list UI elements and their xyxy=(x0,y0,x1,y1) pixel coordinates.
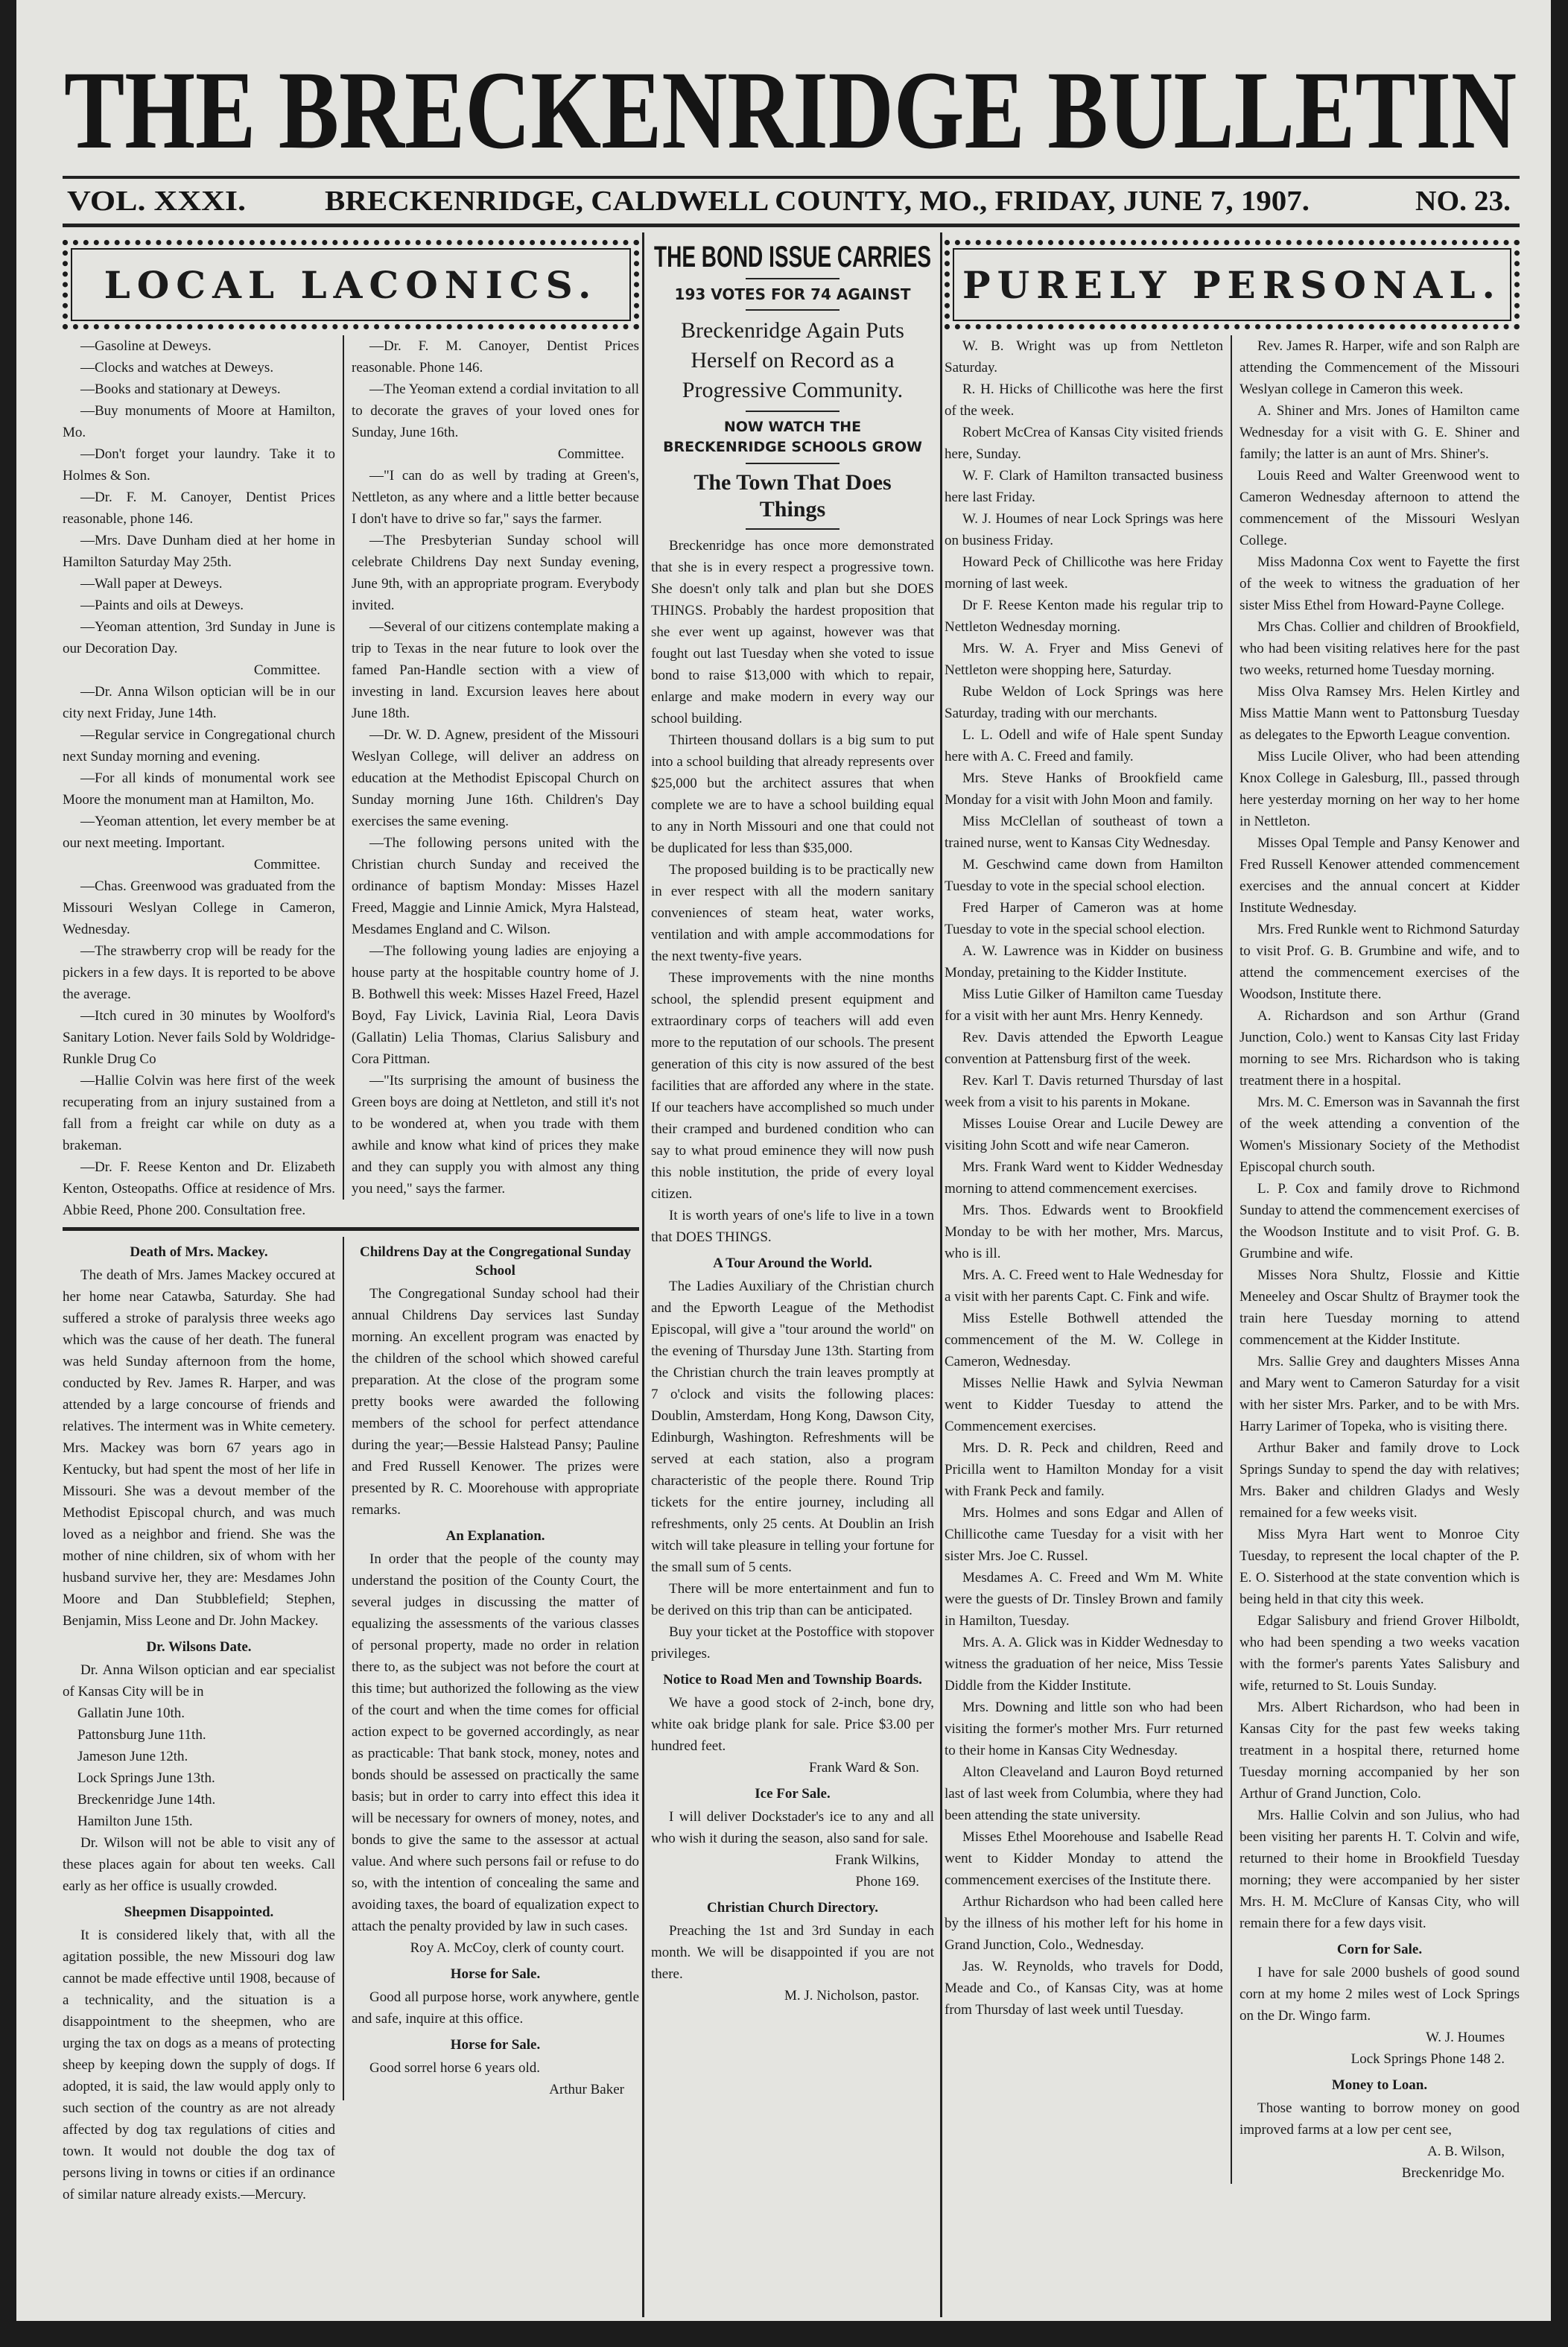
news-item: —Buy monuments of Moore at Hamilton, Mo. xyxy=(63,403,335,440)
news-item: —Wall paper at Deweys. xyxy=(80,576,223,592)
article-heading: Christian Church Directory. xyxy=(707,1900,878,1916)
news-item: —The Yeoman extend a cordial invitation to all to decorate the graves of your loved ones for Sunday, June 16th. xyxy=(352,381,639,440)
local-column-right xyxy=(343,335,639,1200)
schedule-line: Gallatin June 10th. xyxy=(77,1705,185,1721)
section-rule xyxy=(63,1227,639,1231)
news-item: Mrs. Frank Ward went to Kidder Wednesday morning to attend commencement exercises. xyxy=(945,1159,1223,1197)
news-item: —Dr. F. M. Canoyer, Dentist Prices reasonable, phone 146. xyxy=(63,490,335,527)
news-item: Miss Madonna Cox went to Fayette the first of the week to witness the graduation of her sister Miss Ethel from Howard-Payne College. xyxy=(1240,554,1520,613)
news-item: W. J. Houmes of near Lock Springs was here on business Friday. xyxy=(945,511,1223,548)
news-item: L. L. Odell and wife of Hale spent Sunday here with A. C. Freed and family. xyxy=(945,727,1223,764)
news-item: Rev. Davis attended the Epworth League convention at Pattensburg first of the week. xyxy=(945,1030,1223,1067)
headline-schools: NOW WATCH THE BRECKENRIDGE SCHOOLS GROW xyxy=(663,419,922,455)
news-item: —Yeoman attention, 3rd Sunday in June is our Decoration Day. xyxy=(63,619,335,656)
signature: Lock Springs Phone 148 2. xyxy=(1350,2051,1505,2067)
news-item: Jas. W. Reynolds, who travels for Dodd, Meade and Co., of Kansas City, was at home from Thursday of last week until Tuesday. xyxy=(945,1959,1223,2018)
section-title: PURELY PERSONAL. xyxy=(962,262,1502,307)
news-item: Mesdames A. C. Freed and Wm M. White were the guests of Dr. Tinsley Brown and family in Hamilton, Tuesday. xyxy=(945,1570,1223,1629)
news-item: Thirteen thousand dollars is a big sum to put into a school building that already represents over $25,000 but the architect assures that when complete we are to have a school building equal to any in North Missouri and one that could not be duplicated for less than $35,000. xyxy=(651,732,934,856)
news-item: Mrs. A. C. Freed went to Hale Wednesday for a visit with her parents Capt. C. Fink and wife. xyxy=(945,1267,1223,1305)
news-item: —For all kinds of monumental work see Moore the monument man at Hamilton, Mo. xyxy=(63,770,335,808)
news-item: —The Presbyterian Sunday school will celebrate Childrens Day next Sunday evening, June 9th, with an appropriate program. Everybody invited. xyxy=(352,533,639,613)
news-item: Misses Nellie Hawk and Sylvia Newman went to Kidder Tuesday to attend the Commencement exercises. xyxy=(945,1375,1223,1434)
news-item: Mrs. W. A. Fryer and Miss Genevi of Nettleton were shopping here, Saturday. xyxy=(945,641,1223,678)
news-item: L. P. Cox and family drove to Richmond Sunday to attend the commencement exercises of the Woodson Institute and to visit Prof. G. B. Grumbine and wife. xyxy=(1240,1181,1520,1261)
signature: Committee. xyxy=(253,662,320,678)
volume-number: VOL. XXXI. xyxy=(67,186,246,217)
news-item: —Several of our citizens contemplate making a trip to Texas in the near future to look over the famed Pan-Handle section with a view of investing in land. Excursion leaves here about June 18th. xyxy=(352,619,639,721)
column-rule xyxy=(940,232,942,2317)
news-item: —Chas. Greenwood was graduated from the Missouri Weslyan College in Cameron, Wednesday. xyxy=(63,878,335,937)
news-item: A. W. Lawrence was in Kidder on business Monday, pretaining to the Kidder Institute. xyxy=(945,943,1223,981)
news-item: It is worth years of one's life to live in a town that DOES THINGS. xyxy=(651,1208,934,1245)
news-item: —Don't forget your laundry. Take it to Holmes & Son. xyxy=(63,446,335,484)
news-item: Dr. Anna Wilson optician and ear specialist of Kansas City will be in xyxy=(63,1662,335,1700)
news-item: —Dr. Anna Wilson optician will be in our city next Friday, June 14th. xyxy=(63,684,335,721)
news-item: Good all purpose horse, work anywhere, gentle and safe, inquire at this office. xyxy=(352,1989,639,2027)
news-item: Buy your ticket at the Postoffice with stopover privileges. xyxy=(651,1624,934,1662)
news-item: Rube Weldon of Lock Springs was here Saturday, trading with our merchants. xyxy=(945,684,1223,721)
news-item: Mrs. A. A. Glick was in Kidder Wednesday to witness the graduation of her neice, Miss Tessie Diddle from the Kidder Institute. xyxy=(945,1635,1223,1694)
news-item: —Books and stationary at Deweys. xyxy=(80,381,281,397)
news-item: Mrs. Holmes and sons Edgar and Allen of Chillicothe came Tuesday for a visit with her sister Mrs. Joe C. Russel. xyxy=(945,1505,1223,1564)
dateline: BRECKENRIDGE, CALDWELL COUNTY, MO., FRIDAY, JUNE 7, 1907. xyxy=(325,186,1310,217)
news-item: M. Geschwind came down from Hamilton Tuesday to vote in the special school election. xyxy=(945,857,1223,894)
news-item: W. B. Wright was up from Nettleton Saturday. xyxy=(945,338,1223,376)
news-item: Edgar Salisbury and friend Grover Hilboldt, who had been spending a two weeks vacation with the former's parents Yates Salisbury and wife, returned to St. Louis Sunday. xyxy=(1240,1613,1520,1694)
news-item: Miss Estelle Bothwell attended the commencement of the M. W. College in Cameron, Wednesday. xyxy=(945,1311,1223,1369)
news-item: Breckenridge has once more demonstrated that she is in every respect a progressive town. She doesn't only talk and plan but she DOES THINGS. Probably the hardest proposition that she ever went up against, however was that fought out last Tuesday when she voted to issue bond to raise $13,000 with which to repair, enlarge and make modern in every way our school building. xyxy=(651,538,934,726)
purely-personal-header xyxy=(945,240,1520,329)
column-rule xyxy=(642,232,644,2317)
news-item: —The following young ladies are enjoying a house party at the hospitable country home of J. B. Bothwell this week: Misses Hazel Freed, Hazel Boyd, Fay Livick, Lavinia Rial, Leora Davis (Gallatin) Lelia Thomas, Clarius Salisbury and Cora Pittman. xyxy=(352,943,639,1067)
news-item: In order that the people of the county may understand the position of the County Court, the several judges in discussing the matter of equalizing the assessments of the various classes of personal property, made no order in relation there to, as the subject was not before the court at this time; but authorized the following as the view of the court and when the time comes for official action expect to be governed accordingly, as near as practicable: That bank stock, money, notes and bonds should be assessed on practically the same basis; but in order to carry into effect this idea it will be necessary for owners of money, notes, and bonds to give the same to the assessor at actual value. And where such persons fail or refuse to do so, with the intention of concealing the same and avoiding taxes, the board of equalization expect to attach the penalty provided by law in such cases. xyxy=(352,1551,639,1934)
masthead xyxy=(0,0,1568,238)
news-item: Mrs. Fred Runkle went to Richmond Saturday to visit Prof. G. B. Grumbine and wife, and to attend the commencement exercises of the Woodson, Institute there. xyxy=(1240,922,1520,1002)
schedule-line: Pattonsburg June 11th. xyxy=(77,1727,206,1743)
news-item: Arthur Richardson who had been called here by the illness of his mother left for his home in Grand Junction, Colo., Wednesday. xyxy=(945,1894,1223,1953)
news-item: Mrs. Thos. Edwards went to Brookfield Monday to be with her mother, Mrs. Marcus, who is ill. xyxy=(945,1203,1223,1261)
signature: Frank Ward & Son. xyxy=(808,1760,919,1776)
news-item: The Ladies Auxiliary of the Christian church and the Epworth League of the Methodist Episcopal, will give a "tour around the world" on the evening of Thursday June 13th. Starting from the Christian church the train leaves promptly at 7 o'clock and visits the following places: Doublin, Amsterdam, Hong Kong, Dawson City, Edinburgh, Washington. Refreshments will be served at each station, also a program characteristic of the people there. Round Trip tickets for the entire journey, including all refreshments, only 25 cents. At Doublin an Irish witch will take pleasure in telling your fortune for the small sum of 5 cents. xyxy=(651,1279,934,1575)
signature: M. J. Nicholson, pastor. xyxy=(784,1988,919,2004)
news-item: R. H. Hicks of Chillicothe was here the first of the week. xyxy=(945,381,1223,419)
news-item: Miss Myra Hart went to Monroe City Tuesday, to represent the local chapter of the P. E. O. Sisterhood at the state convention which is being held in that city this week. xyxy=(1240,1527,1520,1607)
headline-votes: 193 VOTES FOR 74 AGAINST xyxy=(674,285,911,303)
signature: A. B. Wilson, xyxy=(1427,2144,1505,2159)
divider xyxy=(746,411,839,412)
headline-town: The Town That Does Things xyxy=(693,470,892,522)
news-item: Mrs Chas. Collier and children of Brookfield, who had been visiting relatives here for the past two weeks, returned home Tuesday morning. xyxy=(1240,619,1520,678)
news-item: There will be more entertainment and fun to be derived on this trip than can be anticipated. xyxy=(651,1581,934,1618)
news-item: I have for sale 2000 bushels of good sound corn at my home 2 miles west of Lock Springs on the Dr. Wingo farm. xyxy=(1240,1965,1520,2024)
article-heading: An Explanation. xyxy=(445,1528,545,1544)
news-item: Misses Opal Temple and Pansy Kenower and Fred Russell Kenower attended commencement exercises and the annual concert at Kidder Institute Wednesday. xyxy=(1240,835,1520,916)
news-item: I will deliver Dockstader's ice to any and all who wish it during the season, also sand for sale. xyxy=(651,1809,934,1846)
news-item: Rev. James R. Harper, wife and son Ralph are attending the Commencement of the Missouri Weslyan college in Cameron this week. xyxy=(1240,338,1520,397)
news-item: The Congregational Sunday school had their annual Childrens Day services last Sunday morning. An excellent program was enacted by the children of the school which showed careful preparation. At the close of the program some pretty books were awarded the following members of the school for perfect attendance during the year;—Bessie Halstead Pansy; Pauline and Fred Russell Kenower. The prizes were presented by R. C. Moorehouse with appropriate remarks. xyxy=(352,1286,639,1518)
news-item: Rev. Karl T. Davis returned Thursday of last week from a visit to his parents in Mokane. xyxy=(945,1073,1223,1110)
left-block xyxy=(63,240,639,2205)
news-item: Mrs. Downing and little son who had been visiting the former's mother Mrs. Furr returned to their home in Kansas City Wednesday. xyxy=(945,1700,1223,1758)
signature: Committee. xyxy=(557,446,624,462)
signature: Arthur Baker xyxy=(549,2082,624,2097)
news-item: —"I can do as well by trading at Green's, Nettleton, as any where and a little better because I don't have to drive so far," says the farmer. xyxy=(352,468,639,527)
masthead-rule-top xyxy=(63,176,1520,179)
local-column-left xyxy=(63,335,343,1221)
news-item: Mrs. M. C. Emerson was in Savannah the first of the week attending a convention of the Women's Missionary Society of the Methodist Episcopal church south. xyxy=(1240,1095,1520,1175)
article-heading: Notice to Road Men and Township Boards. xyxy=(663,1672,922,1688)
news-item: —Regular service in Congregational church next Sunday morning and evening. xyxy=(63,727,335,764)
news-item: Preaching the 1st and 3rd Sunday in each month. We will be disappointed if you are not there. xyxy=(651,1923,934,1982)
news-item: The death of Mrs. James Mackey occured at her home near Catawba, Saturday. She had suffered a stroke of paralysis three weeks ago which was the cause of her death. The funeral was held Sunday afternoon from the home, conducted by Rev. James R. Harper, and was attended by a large concourse of friends and relatives. The interment was in White cemetery. Mrs. Mackey was born 67 years ago in Kentucky, but had spent the most of her life in Missouri. She was a devout member of the Methodist Episcopal church, and was much loved as a neighbor and friend. She was the mother of nine children, six of whom with her husband survive her, they are: Mesdames John Moore and Dan Stubblefield; Stephen, Benjamin, Miss Leone and Dr. John Mackey. xyxy=(63,1267,335,1629)
news-item: Fred Harper of Cameron was at home Tuesday to vote in the special school election. xyxy=(945,900,1223,937)
article-heading: Ice For Sale. xyxy=(755,1786,831,1802)
center-column xyxy=(648,535,937,2006)
schedule-line: Jameson June 12th. xyxy=(77,1749,188,1764)
signature: Phone 169. xyxy=(855,1874,919,1890)
news-item: Howard Peck of Chillicothe was here Friday morning of last week. xyxy=(945,554,1223,592)
local-laconics-header xyxy=(63,240,639,329)
news-item: Dr F. Reese Kenton made his regular trip to Nettleton Wednesday morning. xyxy=(945,598,1223,635)
news-item: Louis Reed and Walter Greenwood went to Cameron Wednesday afternoon to attend the commencement of the Missouri Weslyan College. xyxy=(1240,468,1520,548)
divider xyxy=(746,463,839,464)
news-item: —Clocks and watches at Deweys. xyxy=(80,360,274,376)
news-item: Misses Nora Shultz, Flossie and Kittie Meneeley and Oscar Shultz of Braymer took the train here Tuesday morning to attend commencement at the Kidder Institute. xyxy=(1240,1267,1520,1348)
news-item: Dr. Wilson will not be able to visit any of these places again for about ten weeks. Call early as her office is usually crowded. xyxy=(63,1835,335,1894)
news-item: —Paints and oils at Deweys. xyxy=(80,598,244,613)
divider xyxy=(746,528,839,530)
signature: W. J. Houmes xyxy=(1426,2030,1505,2045)
news-item: W. F. Clark of Hamilton transacted business here last Friday. xyxy=(945,468,1223,505)
news-item: —The following persons united with the Christian church Sunday and received the ordinance of baptism Monday: Misses Hazel Freed, Maggie and Linnie Amick, Myra Halstead, Mesdames England and C. Wilson. xyxy=(352,835,639,937)
news-item: —"Its surprising the amount of business the Green boys are doing at Nettleton, and still it's not to be wondered at, when you trade with them awhile and know what kind of prices they make and they can supply you with almost any thing you need," says the farmer. xyxy=(352,1073,639,1197)
news-item: These improvements with the nine months school, the splendid present equipment and extraordinary corps of teachers will add even more to the reputation of our schools. The present generation of this city is now assured of the best facilities that are afforded any where in the state. If our teachers have accomplished so much under their cramped and burdened condition who can say to what proud eminence they will now push this noble institution, the pride of every loyal citizen. xyxy=(651,970,934,1202)
news-item: —Itch cured in 30 minutes by Woolford's Sanitary Lotion. Never fails Sold by Woldridge-Runkle Drug Co xyxy=(63,1008,335,1067)
purely-personal-row xyxy=(945,335,1520,2184)
signature: Roy A. McCoy, clerk of county court. xyxy=(410,1940,624,1956)
local-laconics-row xyxy=(63,335,639,1221)
news-item: —Dr. F. Reese Kenton and Dr. Elizabeth Kenton, Osteopaths. Office at residence of Mrs. Abbie Reed, Phone 200. Consultation free. xyxy=(63,1159,335,1218)
article-heading: Sheepmen Disappointed. xyxy=(124,1904,274,1920)
news-item: A. Shiner and Mrs. Jones of Hamilton came Wednesday for a visit with G. E. Shiner and family; the latter is an aunt of Mrs. Shiner's. xyxy=(1240,403,1520,462)
news-item: —Dr. F. M. Canoyer, Dentist Prices reasonable. Phone 146. xyxy=(352,338,639,376)
news-item: Alton Cleaveland and Lauron Boyd returned last of last week from Columbia, where they had been attending the state university. xyxy=(945,1764,1223,1823)
news-item: Arthur Baker and family drove to Lock Springs Sunday to spend the day with relatives; Mrs. Baker and children Gladys and Wesly remained for a few weeks visit. xyxy=(1240,1440,1520,1521)
news-item: Misses Ethel Moorehouse and Isabelle Read went to Kidder Monday to attend the commencement exercises of the Institute there. xyxy=(945,1829,1223,1888)
news-item: A. Richardson and son Arthur (Grand Junction, Colo.) went to Kansas City last Friday morning to see Mrs. Richardson who is taking treatment there in a hospital. xyxy=(1240,1008,1520,1089)
article-heading: Horse for Sale. xyxy=(450,2037,541,2053)
issue-number: NO. 23. xyxy=(1415,186,1511,217)
news-item: Miss McClellan of southeast of town a trained nurse, went to Kansas City Wednesday. xyxy=(945,814,1223,851)
news-item: Misses Louise Orear and Lucile Dewey are visiting John Scott and wife near Cameron. xyxy=(945,1116,1223,1153)
news-item: The proposed building is to be practically new in ever respect with all the modern sanitary conveniences of steam heat, water works, ventilation and with ample accommodations for the next twenty-five years. xyxy=(651,862,934,964)
signature: Frank Wilkins, xyxy=(835,1852,919,1868)
headline-deck: Breckenridge Again Puts Herself on Record as a Progressive Community. xyxy=(681,318,904,402)
lower-column-left xyxy=(63,1237,343,2205)
news-item: Mrs. Sallie Grey and daughters Misses Anna and Mary went to Cameron Saturday for a visit with her sister Mrs. Parker, and to be with Mrs. Harry Larimer of Topeka, who is visiting there. xyxy=(1240,1354,1520,1434)
center-block xyxy=(648,234,937,2006)
right-block xyxy=(945,240,1520,2184)
news-item: Those wanting to borrow money on good improved farms at a low per cent see, xyxy=(1240,2100,1520,2138)
news-item: Mrs. Hallie Colvin and son Julius, who had been visiting her parents H. T. Colvin and wife, returned to their home in Brookfield Tuesday morning; they were accompanied by her sister Mrs. H. M. McClure of Kansas City, who will remain there for a few days visit. xyxy=(1240,1808,1520,1931)
news-item: —Gasoline at Deweys. xyxy=(80,338,212,354)
news-item: Mrs. Albert Richardson, who had been in Kansas City for the past few weeks taking treatment in a hospital there, returned home Tuesday morning accompanied by her son Arthur of Grand Junction, Colo. xyxy=(1240,1700,1520,1802)
signature: Breckenridge Mo. xyxy=(1401,2165,1505,2181)
masthead-rule-bottom xyxy=(63,224,1520,227)
news-item: Miss Lucile Oliver, who had been attending Knox College in Galesburg, Ill., passed through here yesterday morning on her way to her home in Nettleton. xyxy=(1240,749,1520,829)
headline-main-wrap xyxy=(648,234,937,273)
news-item: Miss Olva Ramsey Mrs. Helen Kirtley and Miss Mattie Mann went to Pattonsburg Tuesday as delegates to the Epworth League convention. xyxy=(1240,684,1520,743)
lower-column-right xyxy=(343,1237,639,2100)
news-item: Mrs. Steve Hanks of Brookfield came Monday for a visit with John Moon and family. xyxy=(945,770,1223,808)
signature: Committee. xyxy=(253,857,320,872)
personal-column-left xyxy=(945,335,1231,2021)
divider xyxy=(746,309,839,311)
news-item: Mrs. D. R. Peck and children, Reed and Pricilla went to Hamilton Monday for a visit with Frank Peck and family. xyxy=(945,1440,1223,1499)
lower-stories-row xyxy=(63,1237,639,2205)
news-item: Robert McCrea of Kansas City visited friends here, Sunday. xyxy=(945,425,1223,462)
article-heading: A Tour Around the World. xyxy=(713,1255,872,1271)
schedule-line: Hamilton June 15th. xyxy=(77,1814,193,1829)
headline-main: THE BOND ISSUE CARRIES xyxy=(654,241,931,273)
article-heading: Dr. Wilsons Date. xyxy=(146,1639,252,1655)
news-item: —Dr. W. D. Agnew, president of the Missouri Weslyan College, will deliver an address on education at the Methodist Episcopal Church on Sunday morning June 16th. Children's Day exercises the same evening. xyxy=(352,727,639,829)
news-item: Good sorrel horse 6 years old. xyxy=(369,2060,541,2076)
article-heading: Death of Mrs. Mackey. xyxy=(130,1244,268,1260)
news-item: —Yeoman attention, let every member be at our next meeting. Important. xyxy=(63,814,335,851)
news-item: We have a good stock of 2-inch, bone dry, white oak bridge plank for sale. Price $3.00 per hundred feet. xyxy=(651,1695,934,1754)
divider xyxy=(746,278,839,279)
personal-column-right xyxy=(1231,335,1520,2184)
article-heading: Horse for Sale. xyxy=(450,1966,541,1982)
news-item: —Hallie Colvin was here first of the week recuperating from an injury sustained from a fall from a freight car while on duty as a brakeman. xyxy=(63,1073,335,1153)
schedule-line: Lock Springs June 13th. xyxy=(77,1770,215,1786)
article-heading: Childrens Day at the Congregational Sunday School xyxy=(359,1244,632,1279)
news-item: Miss Lutie Gilker of Hamilton came Tuesday for a visit with her aunt Mrs. Henry Kennedy. xyxy=(945,986,1223,1024)
article-heading: Corn for Sale. xyxy=(1336,1942,1423,1957)
section-title: LOCAL LACONICS. xyxy=(104,262,598,307)
article-heading: Money to Loan. xyxy=(1331,2077,1428,2093)
news-item: It is considered likely that, with all the agitation possible, the new Missouri dog law cannot be made effective until 1908, because of a technicality, and the situation is a disappointment to the sheepmen, who are urging the tax on dogs as a means of protecting sheep by keeping down the supply of dogs. If adopted, it is said, the law would apply only to such section of the country as are not already affected by dog tax regulations of cities and town. It would not double the dog tax of persons living in towns or cities if an ordinance of similar nature already exists.—Mercury. xyxy=(63,1928,335,2202)
news-item: —The strawberry crop will be ready for the pickers in a few days. It is reported to be above the average. xyxy=(63,943,335,1002)
schedule-line: Breckenridge June 14th. xyxy=(77,1792,216,1808)
newspaper-title: THE BRECKENRIDGE BULLETIN xyxy=(64,48,1517,172)
news-item: —Mrs. Dave Dunham died at her home in Hamilton Saturday May 25th. xyxy=(63,533,335,570)
